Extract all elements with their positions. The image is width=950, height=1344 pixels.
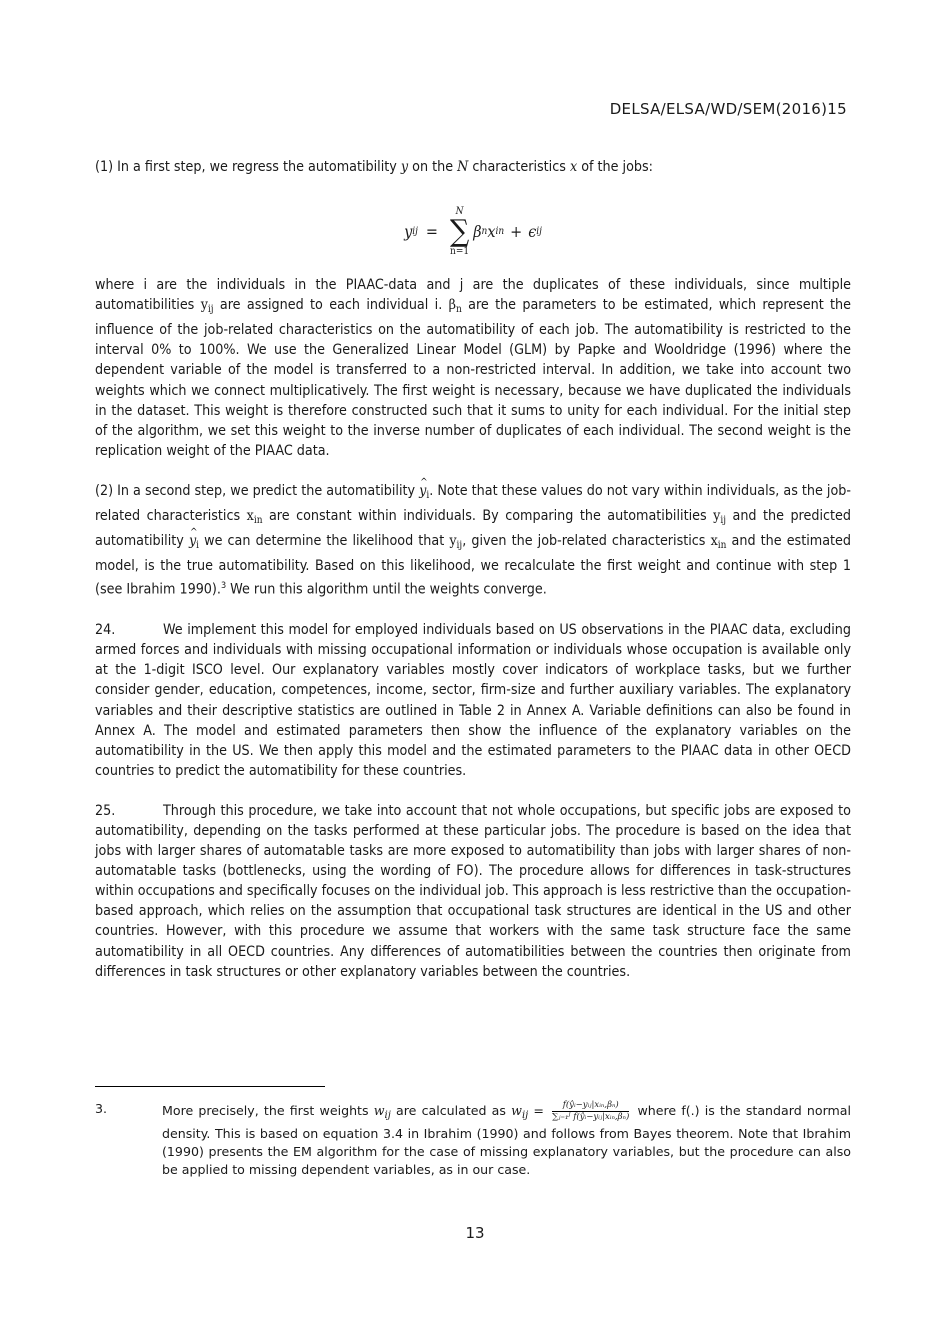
document-code-header: DELSA/ELSA/WD/SEM(2016)15: [609, 100, 847, 118]
weight-fraction: $\frac{\text{f(ŷᵢ−yᵢⱼ|xᵢₙ,βₙ)}}{\text{∑ⱼ₌₁ᴶ f(ŷᵢ−yᵢⱼ|xᵢₙ,βₙ)}}$: [552, 1100, 630, 1122]
paragraph-where: where i are the individuals in the PIAAC-data and j are the duplicates of these individuals, since multiple automatibilities $y_{ij}$ are assigned to each individual i. $\beta_n$ are the parameters to be estimated, which represent the influence of the job-related characteristics on the automatibility of each job. The automatibility is restricted to the interval 0% to 100%. We use the Generalized Linear Model (GLM) by Papke and Wooldridge (1996) where the dependent variable of the model is transferred to a non-restricted interval. In addition, we take into account two weights which we connect multiplicatively. The first weight is necessary, because we have duplicated the individuals in the dataset. This weight is therefore constructed such that it sums to unity for each individual. For the initial step of the algorithm, we set this weight to the inverse number of duplicates of each individual. The second weight is the replication weight of the PIAAC data.: [95, 277, 852, 459]
paragraph-step2: (2) In a second step, we predict the automatibility ^ $y_i$. Note that these values do not vary within individuals, as the job-related characteristics $x_{in}$ are constant within individuals. By comparing the automatibilities $y_{ij}$ and the predicted automatibility ^ $y_i$ we can determine the likelihood that $y_{ij}$, given the job-related characteristics $x_{in}$ and the estimated model, is the true automatibility. Based on this likelihood, we recalculate the first weight and continue with step 1 (see Ibrahim 1990).$^3$ We run this algorithm until the weights converge.: [95, 481, 851, 600]
page-number: 13: [465, 1224, 485, 1242]
footnote-ref-3[interactable]: 3: [220, 581, 227, 592]
paragraph-24: 24. We implement this model for employed individuals based on US observations in the PIAAC data, excluding armed forces and individuals with missing occupational information or individuals whose occupation is available only at the 1-digit ISCO level. Our explanatory variables mostly cover indicators of workplace tasks, but we further consider gender, education, competences, income, sector, firm-size and further auxiliary variables. The explanatory variables and their descriptive statistics are outlined in Table 2 in Annex A. Variable definitions can also be found in Annex A. The model and estimated parameters then show the influence of the explanatory variables on the automatibility in the US. We then apply this model and the estimated parameters to the PIAAC data in other OECD countries to predict the automatibility for these countries.: [95, 622, 851, 779]
paragraph-25: 25. Through this procedure, we take into account that not whole occupations, but specific jobs are exposed to automatibility, depending on the tasks performed at these particular jobs. The procedure is based on the idea that jobs with larger shares of automatable tasks are more exposed to automatibility than jobs with larger shares of non-automatable tasks (bottlenecks, using the wording of FO). The procedure allows for differences in task-structures within occupations and specifically focuses on the individual job. This approach is less restrictive than the occupation-based approach, which relies on the assumption that occupational task structures are identical in the US and other countries. However, with this procedure we assume that workers with the same task structure face the same automatibility in all OECD countries. Any differences of automatibilities between the countries then originate from differences in task structures or other explanatory variables between the countries.: [95, 802, 851, 980]
regression-equation: y ij = N ∑ n=1 β n x in + ϵ ij: [404, 206, 542, 258]
body-text: [95, 157, 851, 1002]
footnote-3: 3. More precisely, the first weights $w_{ij}$ are calculated as $w_{ij}$ = $\frac{\text{f(ŷᵢ−yᵢⱼ|xᵢₙ,βₙ)}}{\text{∑ⱼ₌₁ᴶ f(ŷᵢ−yᵢⱼ|xᵢₙ,βₙ)}}$ where f(.) is the standard normal density. This is based on equation 3.4 in Ibrahim (1990) and follows from Bayes theorem. Note that Ibrahim (1990) presents the EM algorithm for the case of missing explanatory variables, but the procedure can also be applied to missing dependent variables, as in our case.: [95, 1100, 852, 1177]
footnote-divider: [95, 1086, 325, 1087]
step1-intro: (1) In a first step, we regress the automatibility y on the N characteristics x of the jobs:: [95, 159, 653, 175]
sum-operator: N ∑ n=1: [449, 206, 470, 258]
